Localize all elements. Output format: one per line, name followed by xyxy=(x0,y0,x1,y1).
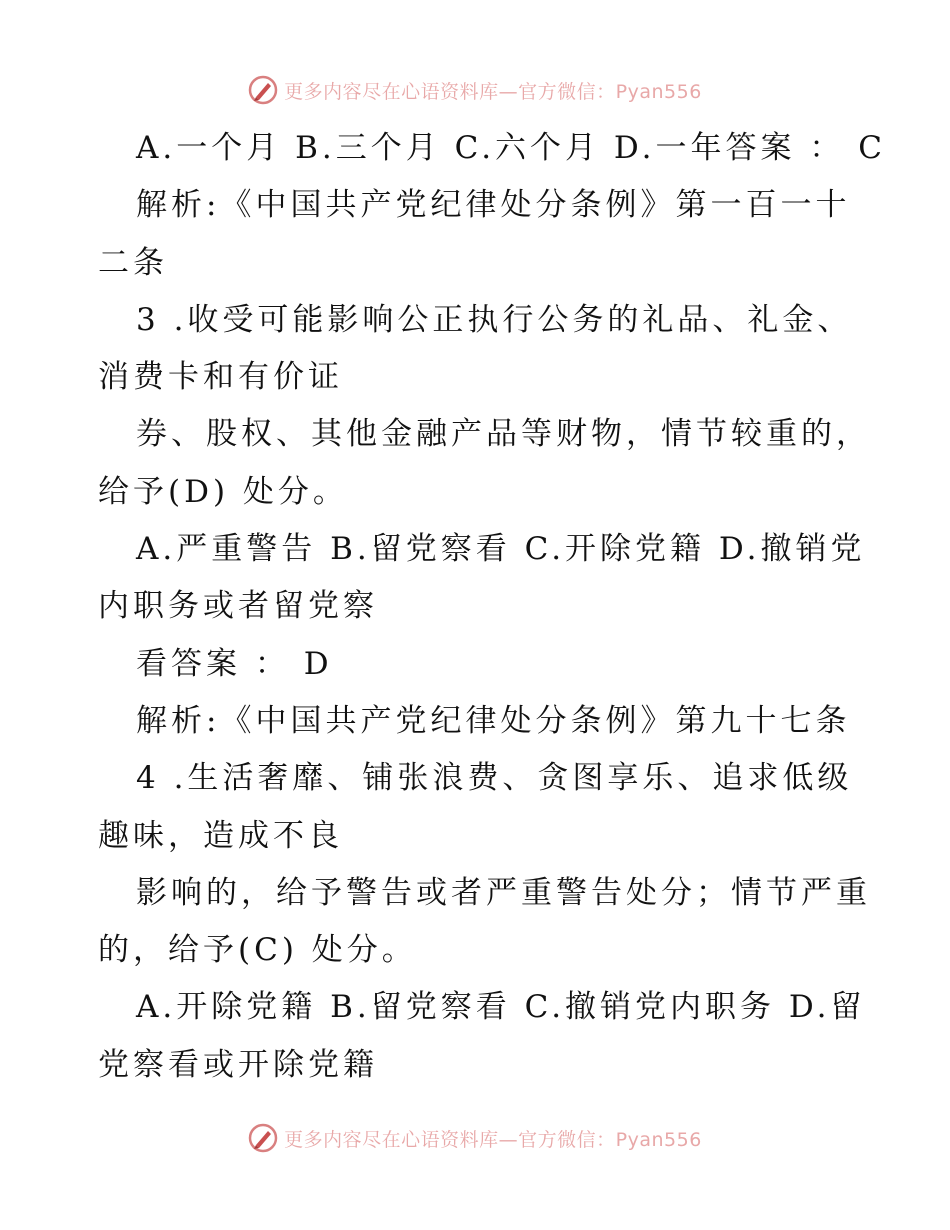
pen-logo-icon xyxy=(248,1123,278,1153)
text-line: 趣味，造成不良 xyxy=(98,817,343,854)
text-line: 党察看或开除党籍 xyxy=(98,1046,378,1083)
text-line: 的，给予(C) 处分。 xyxy=(98,932,417,969)
text-line: 内职务或者留党察 xyxy=(98,588,378,625)
watermark-text: 更多内容尽在心语资料库—官方微信：Pyan556 xyxy=(284,80,702,103)
document-body xyxy=(98,120,886,1094)
text-line: 看答案 ： D xyxy=(136,645,333,682)
text-line: 4 .生活奢靡、铺张浪费、贪图享乐、追求低级 xyxy=(136,760,853,797)
text-line: A.开除党籍 B.留党察看 C.撤销党内职务 D.留 xyxy=(136,989,866,1026)
text-line: 解析:《中国共产党纪律处分条例》第九十七条 xyxy=(136,702,851,739)
text-line: 消费卡和有价证 xyxy=(98,359,343,396)
text-line: 券、股权、其他金融产品等财物，情节较重的， xyxy=(136,416,871,453)
text-line: A.一个月 B.三个月 C.六个月 D.一年答案 ： C xyxy=(136,130,886,166)
text-line: A.严重警告 B.留党察看 C.开除党籍 D.撤销党 xyxy=(136,531,866,568)
text-line: 解析:《中国共产党纪律处分条例》第一百一十 xyxy=(136,187,851,224)
watermark-text: 更多内容尽在心语资料库—官方微信：Pyan556 xyxy=(284,1128,702,1151)
text-line: 影响的，给予警告或者严重警告处分；情节严重 xyxy=(136,874,871,911)
watermark-footer xyxy=(0,1118,950,1158)
pen-logo-icon xyxy=(248,75,278,105)
watermark-header xyxy=(0,70,950,110)
text-line: 二条 xyxy=(98,244,168,281)
text-line: 3 .收受可能影响公正执行公务的礼品、礼金、 xyxy=(136,301,853,338)
text-line: 给予(D) 处分。 xyxy=(98,473,348,510)
